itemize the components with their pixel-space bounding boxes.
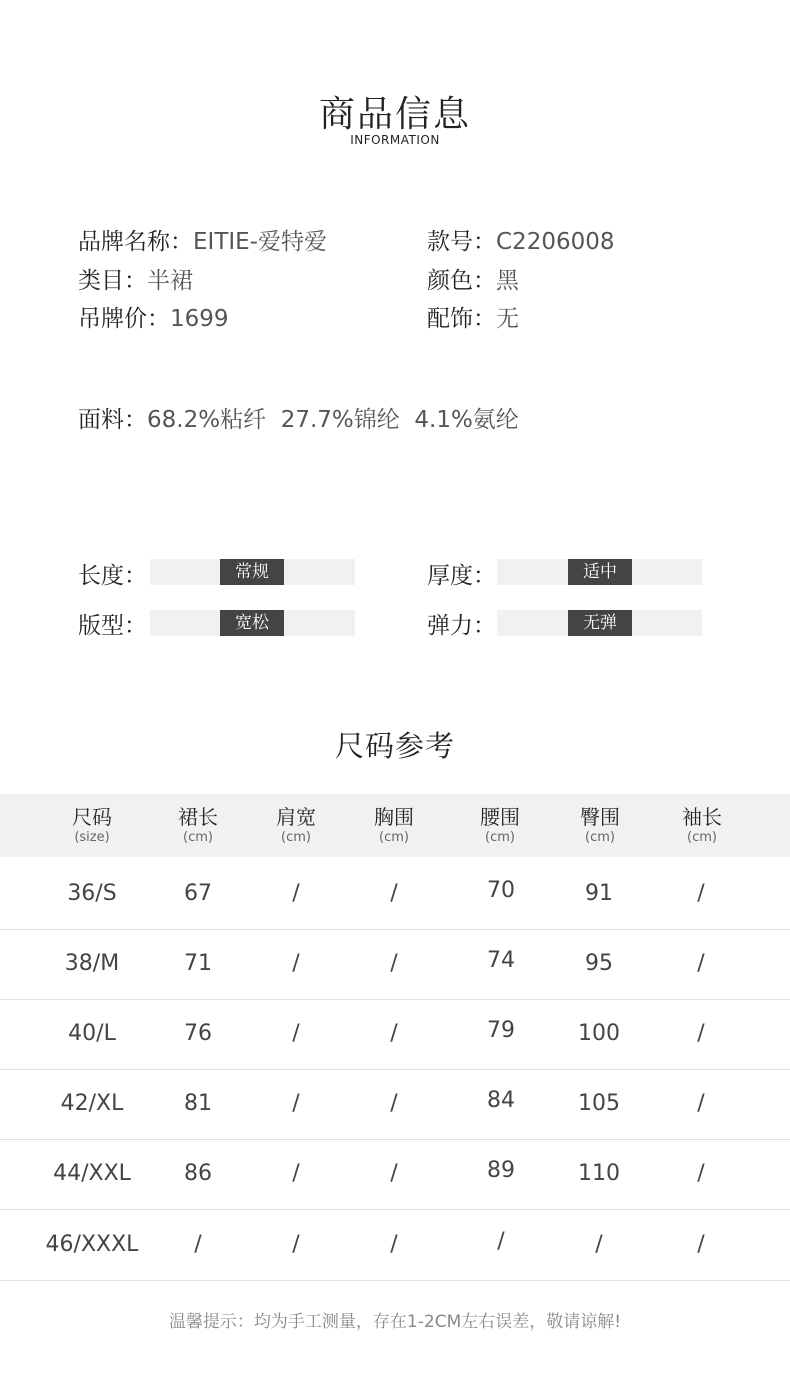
brand-row (78, 223, 327, 256)
thickness-label: 厚度： (427, 563, 496, 589)
column-header-sleeve (647, 804, 757, 846)
column-header-skirt-length (143, 804, 253, 846)
table-cell: / (697, 1161, 705, 1186)
table-cell: 74 (487, 948, 515, 973)
table-cell: 100 (578, 1021, 620, 1046)
table-cell: 67 (184, 881, 212, 906)
fit-scale (150, 610, 355, 636)
table-cell: 71 (184, 951, 212, 976)
category-value: 半裙 (147, 268, 193, 294)
fabric-row (78, 401, 519, 434)
column-header-shoulder (241, 804, 351, 846)
table-cell: / (697, 1021, 705, 1046)
table-cell: 105 (578, 1091, 620, 1116)
thickness-chip: 适中 (568, 559, 632, 585)
table-cell: 36/S (67, 881, 117, 906)
table-cell: / (292, 1232, 300, 1257)
fit-chip: 宽松 (220, 610, 284, 636)
column-header-label: 尺码 (72, 805, 112, 829)
table-cell: 84 (487, 1088, 515, 1113)
table-cell: 79 (487, 1018, 515, 1043)
table-cell: 110 (578, 1161, 620, 1186)
column-header-unit: (cm) (585, 830, 615, 845)
color-row (427, 262, 519, 295)
column-header-label: 袖长 (682, 805, 722, 829)
elasticity-label: 弹力： (427, 613, 496, 639)
table-row (0, 1139, 790, 1210)
style-no-label: 款号： (427, 229, 496, 255)
color-label: 颜色： (427, 268, 496, 294)
price-value: 1699 (170, 306, 229, 332)
table-cell: / (292, 1161, 300, 1186)
table-cell: / (697, 951, 705, 976)
style-no-value: C2206008 (496, 229, 615, 255)
table-cell: 42/XL (60, 1091, 124, 1116)
table-cell: 91 (585, 881, 613, 906)
table-cell: / (292, 881, 300, 906)
elasticity-scale (497, 610, 702, 636)
page-title: 商品信息 (318, 94, 471, 135)
table-cell: / (697, 1091, 705, 1116)
brand-value: EITIE-爱特爱 (193, 229, 327, 255)
table-cell: / (292, 951, 300, 976)
length-scale (150, 559, 355, 585)
table-cell: / (390, 1232, 398, 1257)
table-cell: 81 (184, 1091, 212, 1116)
column-header-unit: (cm) (687, 830, 717, 845)
elasticity-chip: 无弹 (568, 610, 632, 636)
column-header-waist (445, 804, 555, 846)
size-table-header (0, 794, 790, 857)
column-header-bust (339, 804, 449, 846)
column-header-label: 胸围 (374, 805, 414, 829)
brand-label: 品牌名称： (78, 229, 193, 255)
table-cell: / (697, 881, 705, 906)
column-header-label: 臀围 (580, 805, 620, 829)
table-cell: / (390, 1161, 398, 1186)
column-header-unit: (cm) (281, 830, 311, 845)
column-header-unit: (cm) (485, 830, 515, 845)
accessory-row (427, 300, 519, 333)
measurement-note: 温馨提示：均为手工测量，存在1-2CM左右误差，敬请谅解! (168, 1312, 622, 1332)
color-value: 黑 (496, 268, 519, 294)
category-row (78, 262, 193, 295)
table-cell: 40/L (68, 1021, 116, 1046)
table-cell: 70 (487, 878, 515, 903)
size-chart-title: 尺码参考 (334, 729, 455, 763)
table-cell: / (194, 1232, 202, 1257)
table-cell: 95 (585, 951, 613, 976)
table-cell: / (390, 1091, 398, 1116)
fabric-label: 面料： (78, 407, 147, 433)
thickness-scale (497, 559, 702, 585)
table-row (0, 1069, 790, 1140)
table-cell: / (497, 1229, 505, 1254)
table-cell: / (390, 881, 398, 906)
fabric-value: 68.2%粘纤 27.7%锦纶 4.1%氨纶 (147, 407, 519, 433)
table-cell: / (697, 1232, 705, 1257)
table-cell: / (292, 1021, 300, 1046)
table-cell: 38/M (64, 951, 120, 976)
column-header-label: 肩宽 (276, 805, 316, 829)
table-cell: 46/XXXL (45, 1232, 139, 1257)
style-no-row (427, 223, 615, 256)
table-cell: 86 (184, 1161, 212, 1186)
accessory-value: 无 (496, 306, 519, 332)
table-cell: 89 (487, 1158, 515, 1183)
category-label: 类目： (78, 268, 147, 294)
table-cell: / (292, 1091, 300, 1116)
column-header-size (37, 804, 147, 846)
price-row (78, 300, 229, 333)
table-cell: 76 (184, 1021, 212, 1046)
column-header-unit: (size) (74, 830, 110, 845)
column-header-label: 腰围 (480, 805, 520, 829)
table-row (0, 1210, 790, 1281)
fit-label: 版型： (78, 613, 147, 639)
table-cell: / (390, 951, 398, 976)
column-header-unit: (cm) (183, 830, 213, 845)
column-header-label: 裙长 (178, 805, 218, 829)
length-label: 长度： (78, 563, 147, 589)
table-row (0, 859, 790, 930)
page-subtitle: INFORMATION (350, 133, 440, 147)
table-row (0, 929, 790, 1000)
column-header-hip (545, 804, 655, 846)
table-cell: 44/XXL (53, 1161, 131, 1186)
price-label: 吊牌价： (78, 306, 170, 332)
length-chip: 常规 (220, 559, 284, 585)
accessory-label: 配饰： (427, 306, 496, 332)
table-cell: / (595, 1232, 603, 1257)
table-row (0, 999, 790, 1070)
column-header-unit: (cm) (379, 830, 409, 845)
table-cell: / (390, 1021, 398, 1046)
